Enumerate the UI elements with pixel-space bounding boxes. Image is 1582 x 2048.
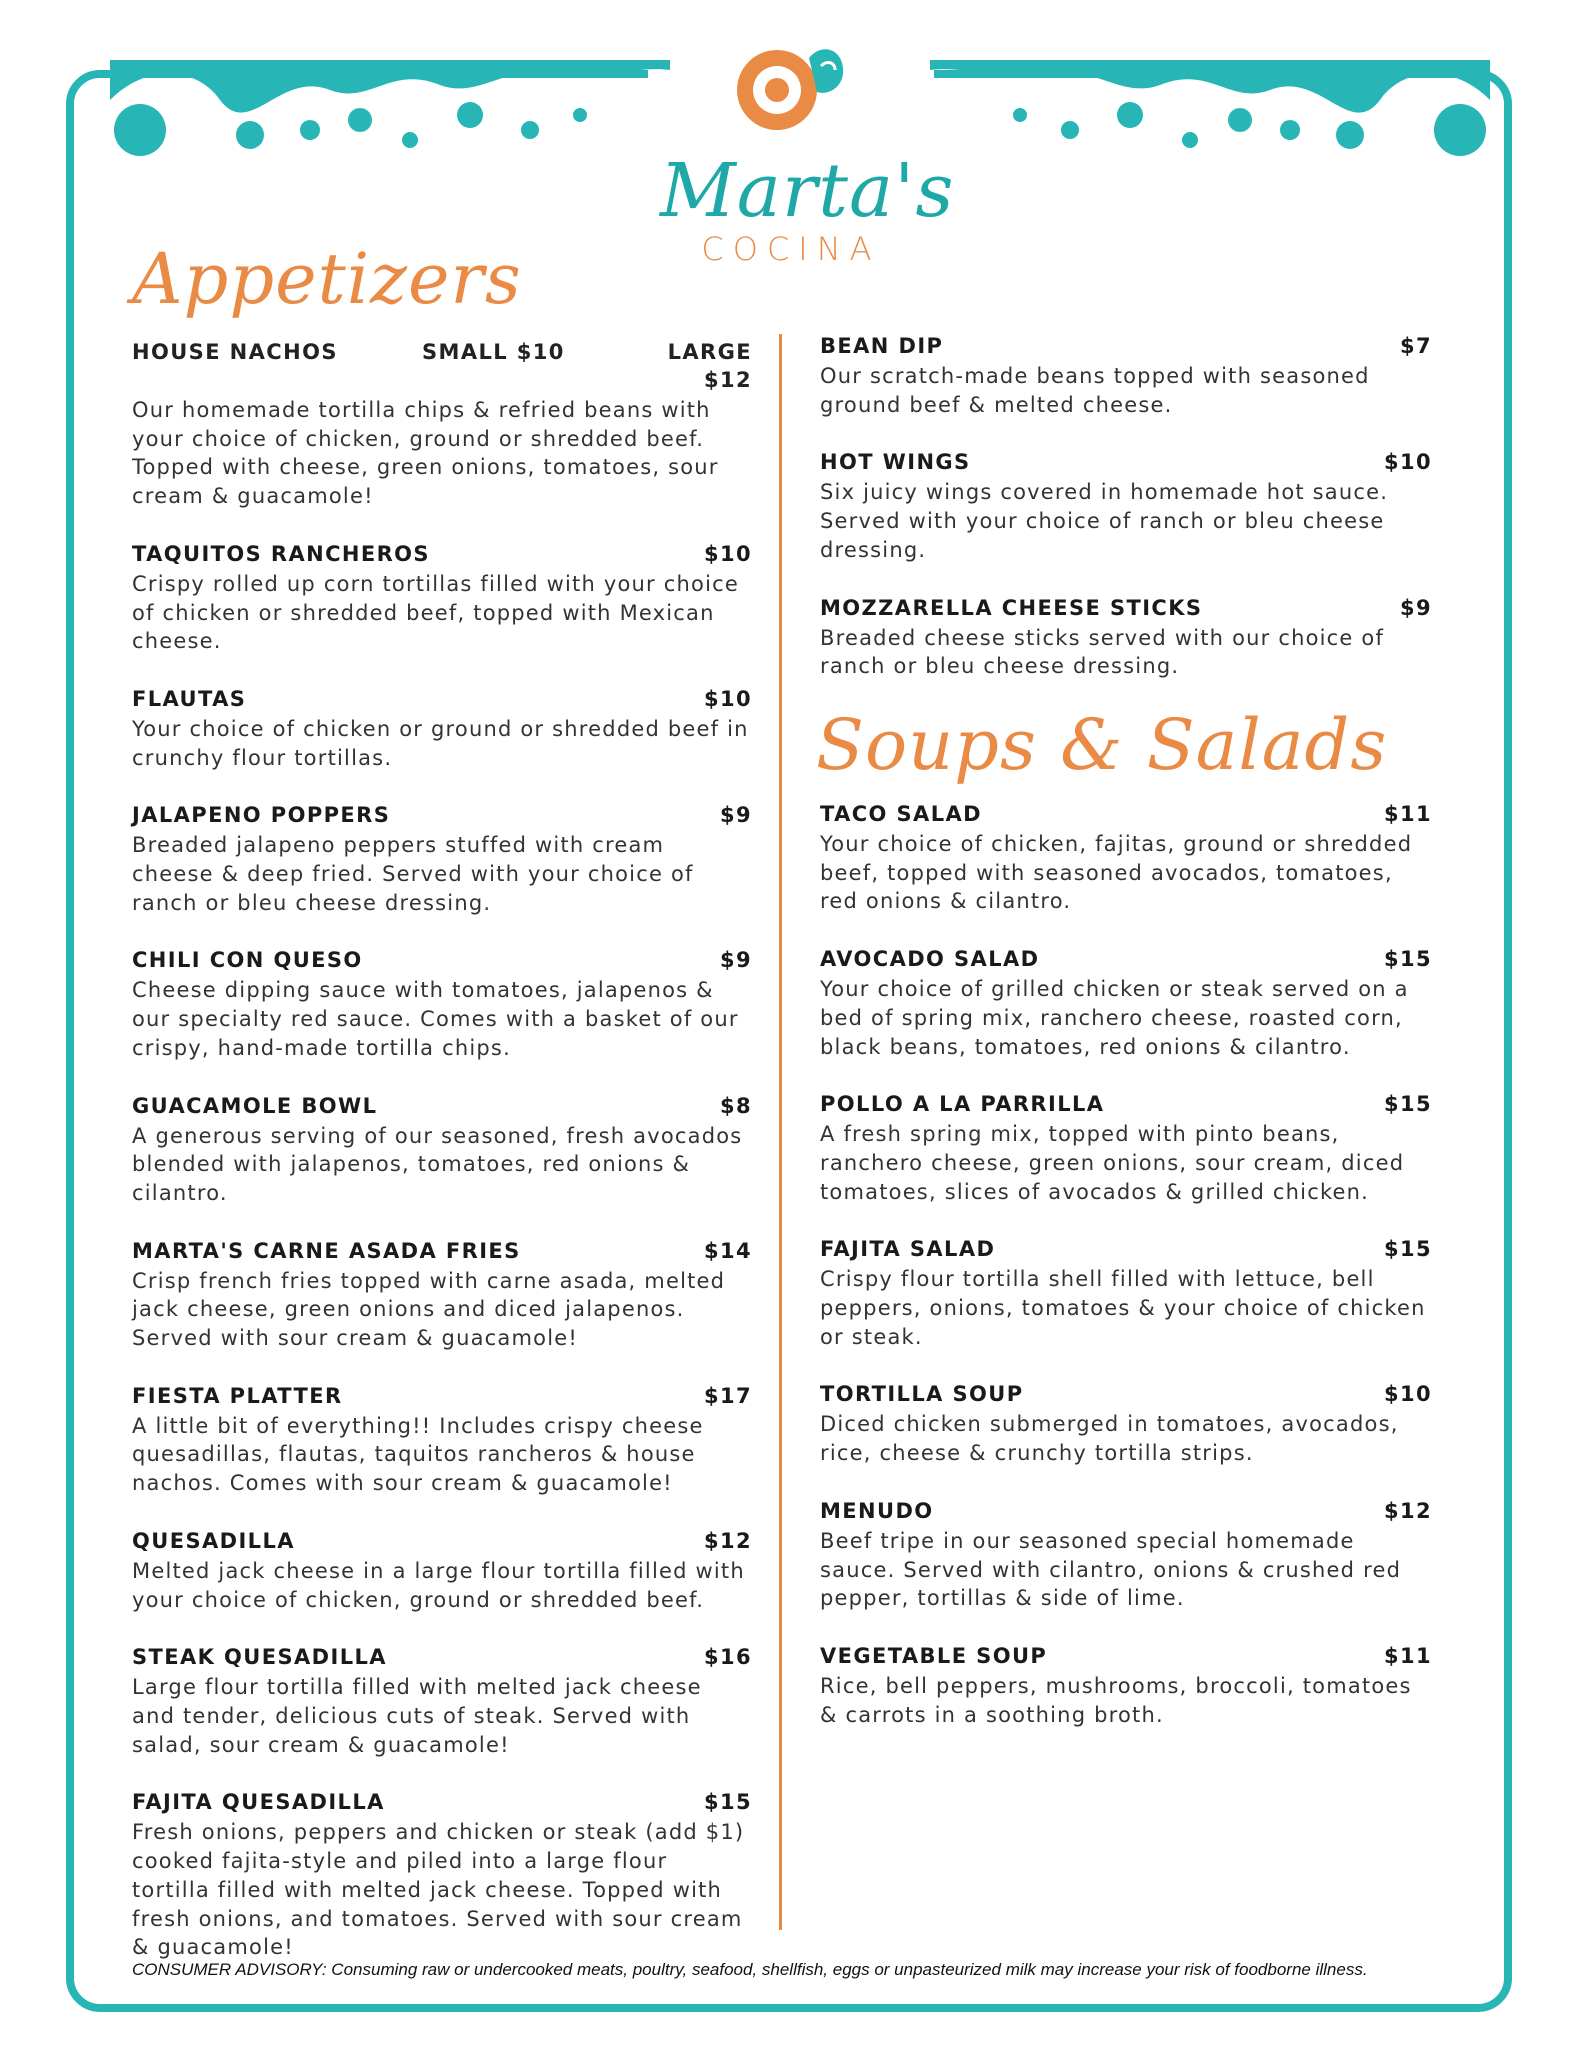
item-price: $17 [703, 1383, 752, 1408]
item-price: $10 [1383, 450, 1432, 475]
item-description: A little bit of everything!! Includes crispy cheese quesadillas, flautas, taquitos rancheros & house nachos. Comes with sour cream & guacamole! [132, 1413, 704, 1496]
item-name: HOT WINGS [820, 450, 971, 475]
item-name: FIESTA PLATTER [132, 1383, 343, 1408]
item-price: $10 [703, 686, 752, 711]
item-name: QUESADILLA [132, 1528, 295, 1553]
menu-item [132, 540, 752, 656]
item-price: $11 [1383, 1643, 1432, 1668]
menu-item [820, 1380, 1432, 1467]
soups-salads-column [820, 800, 1432, 1758]
brand-name: Marta's [660, 148, 955, 234]
item-price-large: LARGE $12 [667, 340, 752, 392]
item-name: CHILI CON QUESO [132, 948, 363, 973]
item-description: Six juicy wings covered in homemade hot sauce. Served with your choice of ranch or bleu cheese dressing. [820, 480, 1389, 562]
appetizers-title: Appetizers [132, 238, 522, 320]
menu-item [132, 338, 752, 511]
item-price: $14 [703, 1238, 752, 1263]
column-divider [779, 334, 782, 1930]
item-price: $15 [1383, 1237, 1432, 1262]
item-description: Rice, bell peppers, mushrooms, broccoli, tomatoes & carrots in a soothing broth. [820, 1673, 1412, 1727]
item-price: $12 [1383, 1498, 1432, 1523]
item-description: A generous serving of our seasoned, fresh avocados blended with jalapenos, tomatoes, red onions & cilantro. [132, 1123, 743, 1205]
item-description: Your choice of chicken or ground or shredded beef in crunchy flour tortillas. [132, 716, 749, 770]
item-description: Crispy flour tortilla shell filled with lettuce, bell peppers, onions, tomatoes & your choice of chicken or steak. [820, 1267, 1426, 1349]
item-description: A fresh spring mix, topped with pinto beans, ranchero cheese, green onions, sour cream, diced tomatoes, slices of avocados & grilled chicken. [820, 1122, 1405, 1204]
item-name: POLLO A LA PARRILLA [820, 1092, 1105, 1117]
menu-item [132, 685, 752, 772]
item-description: Melted jack cheese in a large flour tortilla filled with your choice of chicken, ground or shredded beef. [132, 1558, 745, 1612]
item-description: Your choice of grilled chicken or steak served on a bed of spring mix, ranchero cheese, roasted corn, black beans, tomatoes, red onions & cilantro. [820, 977, 1409, 1059]
item-description: Our homemade tortilla chips & refried beans with your choice of chicken, ground or shredded beef. Topped with cheese, green onions, tomatoes, sour cream & guacamole! [132, 398, 719, 509]
item-price: $16 [703, 1645, 752, 1670]
menu-item [820, 1090, 1432, 1206]
item-description: Crispy rolled up corn tortillas filled with your choice of chicken or shredded beef, topped with Mexican cheese. [132, 571, 739, 654]
item-price: $8 [719, 1093, 752, 1118]
menu-item [820, 332, 1432, 419]
item-name: BEAN DIP [820, 334, 944, 358]
menu-item [132, 801, 752, 917]
item-name: MOZZARELLA CHEESE STICKS [820, 595, 1203, 620]
menu-item [132, 1527, 752, 1614]
item-name: MENUDO [820, 1498, 934, 1523]
item-name: FLAUTAS [132, 686, 247, 711]
item-name: HOUSE NACHOS [132, 340, 338, 364]
item-price: $12 [703, 1528, 752, 1553]
menu-item [820, 1235, 1432, 1351]
menu-item [820, 945, 1432, 1061]
soups-salads-title: Soups & Salads [816, 704, 1388, 786]
appetizers-right-column [820, 332, 1432, 710]
item-price: $9 [1399, 595, 1432, 620]
item-description: Beef tripe in our seasoned special homemade sauce. Served with cilantro, onions & crushed red pepper, tortillas & side of lime. [820, 1528, 1402, 1611]
restaurant-logo [660, 30, 955, 270]
item-description: Our scratch-made beans topped with seasoned ground beef & melted cheese. [820, 364, 1370, 417]
item-description: Breaded cheese sticks served with our choice of ranch or bleu cheese dressing. [820, 625, 1385, 679]
item-price: $11 [1383, 802, 1432, 826]
splash-ornament-right [930, 60, 1490, 180]
item-price: $15 [1383, 1092, 1432, 1117]
item-name: TORTILLA SOUP [820, 1382, 1024, 1407]
item-name: JALAPENO POPPERS [132, 803, 391, 828]
item-price: $9 [719, 948, 752, 973]
item-description: Diced chicken submerged in tomatoes, avocados, rice, cheese & crunchy tortilla strips. [820, 1412, 1399, 1466]
item-name: FAJITA QUESADILLA [132, 1790, 385, 1815]
brand-subtitle: COCINA [701, 230, 881, 268]
menu-item [132, 1788, 752, 1962]
appetizers-column [132, 338, 752, 1991]
flower-logo-icon [731, 38, 851, 138]
item-price: $10 [1383, 1382, 1432, 1407]
menu-item [820, 1497, 1432, 1613]
item-description: Crisp french fries topped with carne asada, melted jack cheese, green onions and diced jalapenos. Served with sour cream & guacamole! [132, 1268, 726, 1351]
item-description: Large flour tortilla filled with melted jack cheese and tender, delicious cuts of steak. Served with salad, sour cream & guacamole! [132, 1675, 702, 1757]
consumer-advisory: CONSUMER ADVISORY: Consuming raw or undercooked meats, poultry, seafood, shellfish, eggs or unpasteurized milk may increase your risk of foodborne illness. [132, 1960, 1368, 1979]
menu-item [132, 946, 752, 1062]
item-description: Breaded jalapeno peppers stuffed with cream cheese & deep fried. Served with your choice of ranch or bleu cheese dressing. [132, 833, 694, 915]
item-price: $7 [1399, 334, 1432, 358]
item-name: VEGETABLE SOUP [820, 1643, 1048, 1668]
menu-item [820, 1642, 1432, 1729]
item-price: $15 [1383, 947, 1432, 972]
item-description: Cheese dipping sauce with tomatoes, jalapenos & our specialty red sauce. Comes with a basket of our crispy, hand-made tortilla chips. [132, 978, 739, 1060]
item-name: MARTA'S CARNE ASADA FRIES [132, 1238, 521, 1263]
item-description: Your choice of chicken, fajitas, ground or shredded beef, topped with seasoned avocados, tomatoes, red onions & cilantro. [820, 832, 1413, 914]
item-name: STEAK QUESADILLA [132, 1645, 387, 1670]
item-price: $9 [719, 803, 752, 828]
item-name: TAQUITOS RANCHEROS [132, 541, 430, 566]
item-description: Fresh onions, peppers and chicken or steak (add $1) cooked fajita-style and piled into a large flour tortilla filled with melted jack cheese. Topped with fresh onions, and tomatoes. Served with sour cream & guacamole! [132, 1820, 745, 1960]
item-name: FAJITA SALAD [820, 1237, 996, 1262]
item-name: GUACAMOLE BOWL [132, 1093, 378, 1118]
splash-ornament-left [110, 60, 670, 180]
menu-item [132, 1643, 752, 1759]
item-name: AVOCADO SALAD [820, 947, 1040, 972]
menu-item [132, 1237, 752, 1353]
menu-item [820, 448, 1432, 564]
item-price: $15 [703, 1790, 752, 1815]
menu-item [132, 1382, 752, 1498]
item-name: TACO SALAD [820, 802, 982, 826]
item-price-small: SMALL $10 [422, 340, 565, 364]
menu-item [820, 800, 1432, 916]
menu-item [820, 594, 1432, 681]
menu-item [132, 1092, 752, 1208]
item-price: $10 [703, 541, 752, 566]
